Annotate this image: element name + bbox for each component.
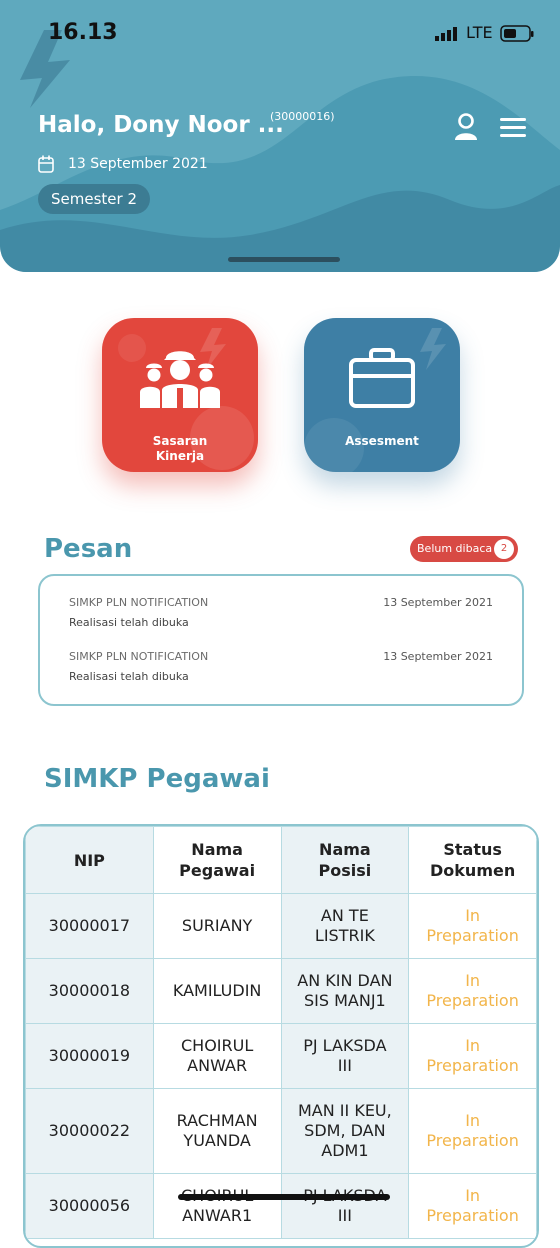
table-row[interactable] — [26, 1024, 537, 1089]
hamburger-menu-icon — [500, 116, 528, 140]
table-row[interactable] — [26, 1089, 537, 1174]
workers-icon — [140, 346, 220, 408]
network-label: LTE — [466, 23, 493, 42]
message-item[interactable] — [69, 650, 493, 690]
cell-posisi: PJ LAKSDA III — [281, 1024, 409, 1089]
message-sender: SIMKP PLN NOTIFICATION — [69, 596, 209, 609]
unread-label: Belum dibaca — [417, 542, 493, 555]
message-date: 13 September 2021 — [383, 650, 493, 663]
cell-nip: 30000018 — [26, 959, 154, 1024]
profile-button[interactable] — [452, 112, 480, 142]
user-icon — [452, 112, 480, 142]
cell-nip: 30000017 — [26, 894, 154, 959]
cell-status: In Preparation — [409, 959, 537, 1024]
tile-label: Assesment — [345, 434, 419, 448]
cell-status: In Preparation — [409, 1024, 537, 1089]
cell-posisi: III — [281, 1174, 409, 1239]
message-text: Realisasi telah dibuka — [69, 670, 189, 683]
cell-status: In Preparation — [409, 894, 537, 959]
home-indicator — [228, 257, 340, 262]
message-text: Realisasi telah dibuka — [69, 616, 189, 629]
status-time: 16.13 — [48, 20, 118, 45]
employee-table — [23, 824, 539, 1248]
briefcase-icon — [349, 348, 415, 408]
cell-status: In Preparation — [409, 1174, 537, 1239]
menu-button[interactable] — [500, 116, 528, 140]
cell-nama: ANWAR1 — [153, 1174, 281, 1239]
message-list — [38, 574, 524, 706]
column-header-nama-pegawai: Nama Pegawai — [153, 827, 281, 894]
tile-label-line2: Kinerja — [155, 449, 205, 463]
cell-posisi: AN TE LISTRIK — [281, 894, 409, 959]
cell-nama: KAMILUDIN — [153, 959, 281, 1024]
simkp-section-title: SIMKP Pegawai — [44, 764, 270, 794]
calendar-icon — [38, 155, 54, 173]
message-sender: SIMKP PLN NOTIFICATION — [69, 650, 209, 663]
cell-nama: RACHMAN YUANDA — [153, 1089, 281, 1174]
battery-icon — [500, 25, 536, 43]
table-header-row — [26, 827, 537, 894]
column-header-status-dokumen: Status Dokumen — [409, 827, 537, 894]
column-header-nip: NIP — [26, 827, 154, 894]
greeting-text: Halo, Dony Noor ... — [38, 112, 284, 138]
signal-icon — [435, 27, 459, 41]
pesan-section-title: Pesan — [44, 534, 133, 564]
cell-nama: SURIANY — [153, 894, 281, 959]
unread-badge[interactable] — [410, 536, 518, 562]
current-date: 13 September 2021 — [68, 156, 208, 172]
semester-chip[interactable]: Semester 2 — [38, 184, 150, 214]
header — [0, 0, 560, 272]
cell-posisi: AN KIN DAN SIS MANJ1 — [281, 959, 409, 1024]
cell-nip: 30000019 — [26, 1024, 154, 1089]
cell-nip: 30000056 — [26, 1174, 154, 1239]
sasaran-kinerja-tile[interactable] — [102, 318, 258, 472]
employee-id: (30000016) — [270, 110, 335, 123]
column-header-nama-posisi: Nama Posisi — [281, 827, 409, 894]
cell-nip: 30000022 — [26, 1089, 154, 1174]
table-row[interactable] — [26, 1174, 537, 1239]
table-row[interactable] — [26, 959, 537, 1024]
message-item[interactable] — [69, 596, 493, 636]
cell-posisi: MAN II KEU, SDM, DAN ADM1 — [281, 1089, 409, 1174]
unread-count: 2 — [494, 539, 514, 559]
table-row[interactable] — [26, 894, 537, 959]
home-indicator-bottom — [178, 1194, 390, 1200]
message-date: 13 September 2021 — [383, 596, 493, 609]
tile-label-line1: Sasaran — [152, 434, 208, 448]
assesment-tile[interactable] — [304, 318, 460, 472]
cell-nama: CHOIRUL ANWAR — [153, 1024, 281, 1089]
date-row — [38, 154, 208, 174]
cell-status: In Preparation — [409, 1089, 537, 1174]
status-bar — [0, 0, 560, 60]
